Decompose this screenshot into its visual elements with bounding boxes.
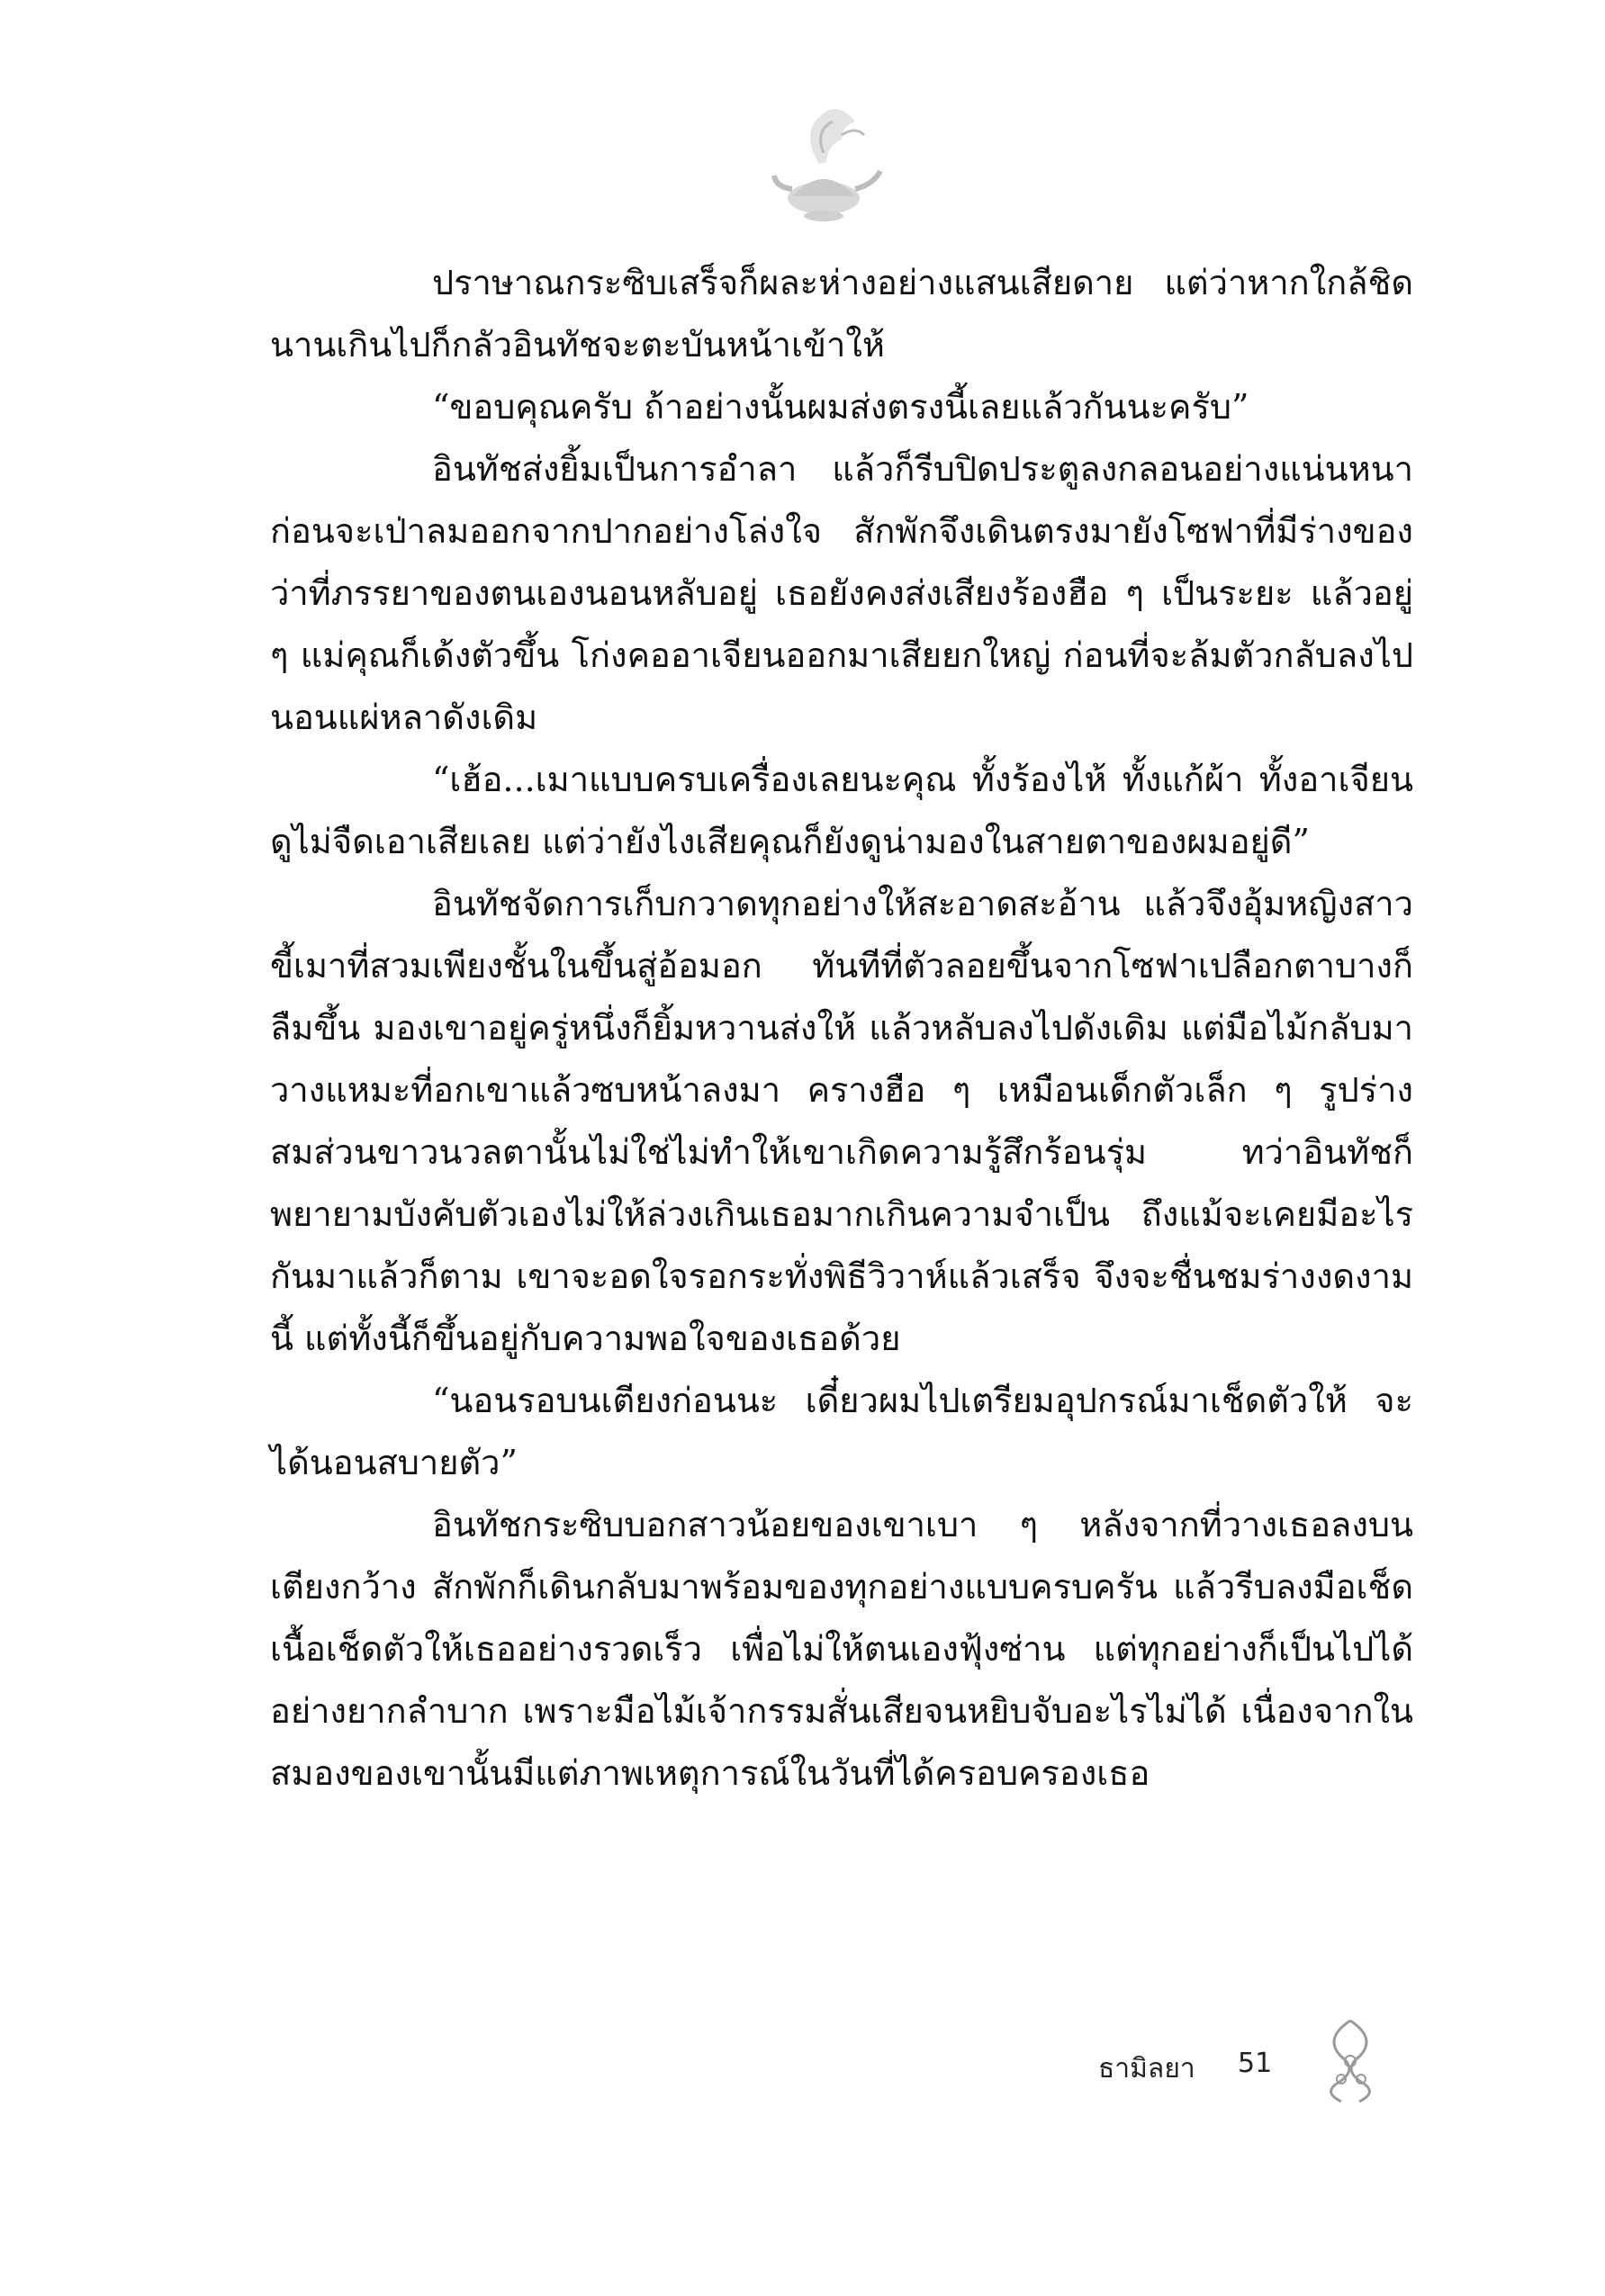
paragraph: “นอนรอบนเตียงก่อนนะ เดี๋ยวผมไปเตรียมอุปกรณ์มาเช็ดตัวให้ จะได้นอนสบายตัว” [270,1381,1413,1482]
page-number: 51 [1238,2048,1273,2079]
body-text [270,252,1413,1805]
page-footer [1080,2039,1305,2093]
paragraph: “ขอบคุณครับ ถ้าอย่างนั้นผมส่งตรงนี้เลยแล้วกันนะครับ” [432,387,1249,427]
paragraph: อินทัชจัดการเก็บกวาดทุกอย่างให้สะอาดสะอ้าน แล้วจึงอุ้มหญิงสาวขี้เมาที่สวมเพียงชั้นในขึ้นสู่อ้อมอก ทันทีที่ตัวลอยขึ้นจากโซฟาเปลือกตาบางก็ลืมขึ้น มองเขาอยู่ครู่หนึ่งก็ยิ้มหวานส่งให้ แล้วหลับลงไปดังเดิม แต่มือไม้กลับมาวางแหมะที่อกเขาแล้วซบหน้าลงมา ครางฮือ ๆ เหมือนเด็กตัวเล็ก ๆ รูปร่างสมส่วนขาวนวลตานั้นไม่ใช่ไม่ทำให้เขาเกิดความรู้สึกร้อนรุ่ม ทว่าอินทัชก็พยายามบังคับตัวเองไม่ให้ล่วงเกินเธอมากเกินความจำเป็น ถึงแม้จะเคยมีอะไรกันมาแล้วก็ตาม เขาจะอดใจรอกระทั่งพิธีวิวาห์แล้วเสร็จ จึงจะชื่นชมร่างงดงามนี้ แต่ทั้งนี้ก็ขึ้นอยู่กับความพอใจของเธอด้วย [270,884,1413,1358]
teapot-ornament-icon [756,99,891,234]
paragraph: อินทัชกระซิบบอกสาวน้อยของเขาเบา ๆ หลังจากที่วางเธอลงบนเตียงกว้าง สักพักก็เดินกลับมาพร้อมของทุกอย่างแบบครบครัน แล้วรีบลงมือเช็ดเนื้อเช็ดตัวให้เธออย่างรวดเร็ว เพื่อไม่ให้ตนเองฟุ้งซ่าน แต่ทุกอย่างก็เป็นไปได้อย่างยากลำบาก เพราะมือไม้เจ้ากรรมสั่นเสียจนหยิบจับอะไรไม่ได้ เนื่องจากในสมองของเขานั้นมีแต่ภาพเหตุการณ์ในวันที่ได้ครอบครองเธอ [270,1505,1413,1793]
flourish-ornament-icon [1314,2016,1386,2106]
author-name: ธามิลยา [1098,2053,1195,2084]
paragraph: ปราษาณกระซิบเสร็จก็ผละห่างอย่างแสนเสียดาย แต่ว่าหากใกล้ชิดนานเกินไปก็กลัวอินทัชจะตะบันหน้าเข้าให้ [270,263,1413,365]
paragraph: อินทัชส่งยิ้มเป็นการอำลา แล้วก็รีบปิดประตูลงกลอนอย่างแน่นหนา ก่อนจะเป่าลมออกจากปากอย่างโล่งใจ สักพักจึงเดินตรงมายังโซฟาที่มีร่างของว่าที่ภรรยาของตนเองนอนหลับอยู่ เธอยังคงส่งเสียงร้องฮือ ๆ เป็นระยะ แล้วอยู่ ๆ แม่คุณก็เด้งตัวขึ้น โก่งคออาเจียนออกมาเสียยกใหญ่ ก่อนที่จะล้มตัวกลับลงไปนอนแผ่หลาดังเดิม [270,449,1413,737]
paragraph: “เฮ้อ...เมาแบบครบเครื่องเลยนะคุณ ทั้งร้องไห้ ทั้งแก้ผ้า ทั้งอาเจียน ดูไม่จืดเอาเสียเลย แต่ว่ายังไงเสียคุณก็ยังดูน่ามองในสายตาของผมอยู่ดี” [270,760,1413,861]
